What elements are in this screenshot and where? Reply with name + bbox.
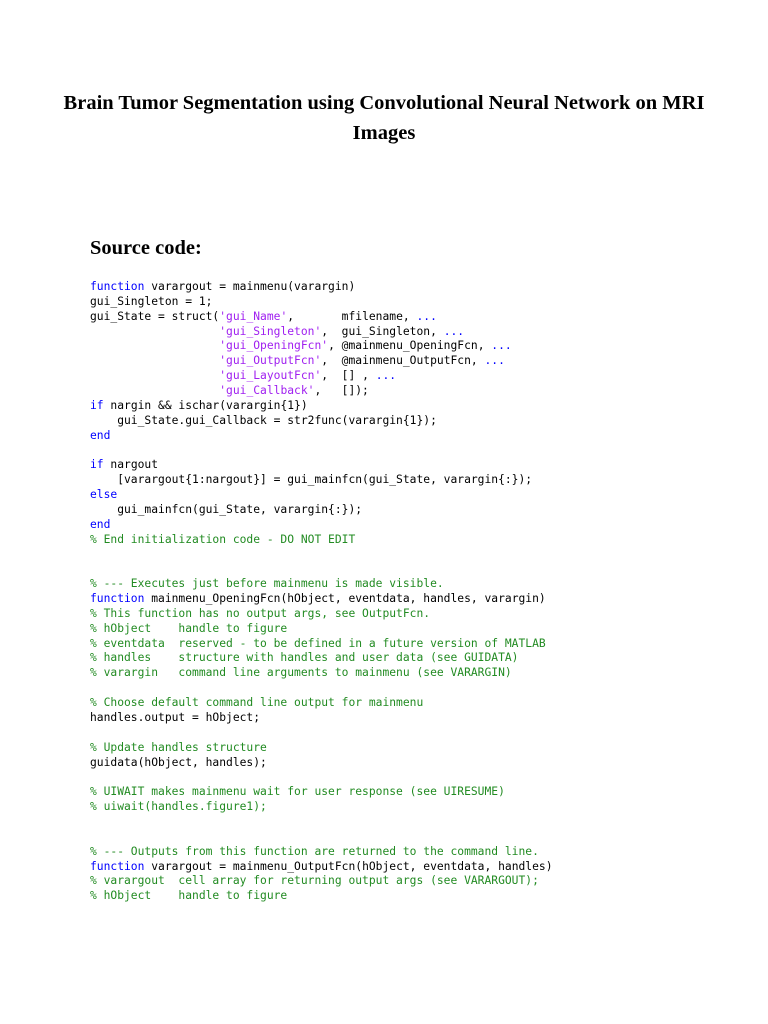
code-line xyxy=(90,384,750,399)
code-text-token: varargout = mainmenu_OutputFcn(hObject, eventdata, handles) xyxy=(144,859,553,873)
code-line xyxy=(90,622,750,637)
code-line xyxy=(90,443,750,458)
code-line xyxy=(90,770,750,785)
code-line xyxy=(90,696,750,711)
code-line xyxy=(90,637,750,652)
keyword-token: end xyxy=(90,517,111,531)
document-title: Brain Tumor Segmentation using Convolutional Neural Network on MRI Images xyxy=(63,92,705,144)
code-block xyxy=(90,280,750,904)
code-line xyxy=(90,280,750,295)
code-line xyxy=(90,473,750,488)
comment-token: % End initialization code - DO NOT EDIT xyxy=(90,532,356,546)
code-line xyxy=(90,369,750,384)
code-text-token xyxy=(90,339,219,352)
code-line xyxy=(90,741,750,756)
string-token: 'gui_Name' xyxy=(219,309,288,323)
code-line xyxy=(90,533,750,548)
keyword-token: ... xyxy=(416,309,437,323)
keyword-token: if xyxy=(90,458,104,472)
string-token: 'gui_Callback' xyxy=(219,384,315,398)
string-token: 'gui_OutputFcn' xyxy=(219,354,322,368)
code-line xyxy=(90,429,750,444)
code-line xyxy=(90,785,750,800)
code-line xyxy=(90,845,750,860)
code-text-token xyxy=(90,384,219,397)
code-line xyxy=(90,681,750,696)
keyword-token: ... xyxy=(484,354,505,368)
code-line xyxy=(90,577,750,592)
code-line xyxy=(90,562,750,577)
code-text-token: , @mainmenu_OpeningFcn, xyxy=(328,339,492,353)
keyword-token: function xyxy=(90,280,145,293)
comment-token: % eventdata reserved - to be defined in a future version of MATLAB xyxy=(90,636,546,650)
code-line xyxy=(90,889,750,904)
keyword-token: if xyxy=(90,398,104,412)
code-line xyxy=(90,325,750,340)
comment-token: % hObject handle to figure xyxy=(90,621,288,635)
keyword-token: ... xyxy=(491,339,512,353)
code-text-token: nargout xyxy=(103,458,159,472)
code-line xyxy=(90,458,750,473)
code-line xyxy=(90,414,750,429)
comment-token: % UIWAIT makes mainmenu wait for user response (see UIRESUME) xyxy=(90,785,505,799)
code-text-token: [varargout{1:nargout}] = gui_mainfcn(gui_State, varargin{:}); xyxy=(90,473,533,487)
code-text-token: , [] , xyxy=(321,369,376,383)
code-line xyxy=(90,607,750,622)
keyword-token: function xyxy=(90,592,145,606)
code-line xyxy=(90,503,750,518)
code-text-token: , []); xyxy=(314,384,369,398)
code-text-token: gui_Singleton = 1; xyxy=(90,294,213,308)
code-line xyxy=(90,860,750,875)
comment-token: % --- Outputs from this function are returned to the command line. xyxy=(90,844,539,858)
code-text-token: handles.output = hObject; xyxy=(90,710,261,724)
keyword-token: ... xyxy=(375,369,397,383)
comment-token: % hObject handle to figure xyxy=(90,889,288,903)
code-line xyxy=(90,666,750,681)
code-text-token: gui_State.gui_Callback = str2func(varargin{1}); xyxy=(90,413,437,427)
code-line xyxy=(90,800,750,815)
keyword-token: ... xyxy=(443,324,465,338)
code-line xyxy=(90,354,750,369)
section-heading: Source code: xyxy=(90,237,202,259)
code-line xyxy=(90,488,750,503)
code-text-token: , mfilename, xyxy=(287,309,417,323)
code-line xyxy=(90,295,750,310)
code-line xyxy=(90,310,750,325)
keyword-token: else xyxy=(90,488,118,502)
code-text-token xyxy=(90,325,219,338)
code-line xyxy=(90,726,750,741)
comment-token: % Choose default command line output for mainmenu xyxy=(90,696,424,710)
comment-token: % This function has no output args, see OutputFcn. xyxy=(90,606,431,620)
code-text-token xyxy=(90,369,219,382)
string-token: 'gui_LayoutFcn' xyxy=(219,369,322,383)
code-line xyxy=(90,518,750,533)
code-line xyxy=(90,399,750,414)
comment-token: % uiwait(handles.figure1); xyxy=(90,800,267,814)
code-line xyxy=(90,756,750,771)
keyword-token: function xyxy=(90,859,145,873)
code-text-token: varargout = mainmenu(varargin) xyxy=(144,280,356,293)
code-text-token: , @mainmenu_OutputFcn, xyxy=(321,354,485,368)
code-line xyxy=(90,874,750,889)
code-line xyxy=(90,592,750,607)
code-line xyxy=(90,651,750,666)
string-token: 'gui_OpeningFcn' xyxy=(219,339,329,353)
comment-token: % --- Executes just before mainmenu is made visible. xyxy=(90,577,444,591)
code-line xyxy=(90,711,750,726)
keyword-token: end xyxy=(90,428,111,442)
code-line xyxy=(90,815,750,830)
comment-token: % varargout cell array for returning output args (see VARARGOUT); xyxy=(90,874,539,888)
code-text-token: gui_mainfcn(gui_State, varargin{:}); xyxy=(90,502,363,516)
code-line xyxy=(90,339,750,354)
code-line xyxy=(90,547,750,562)
code-text-token: , gui_Singleton, xyxy=(321,324,444,338)
code-text-token: nargin && ischar(varargin{1}) xyxy=(103,398,308,412)
code-line xyxy=(90,830,750,845)
code-text-token: gui_State = struct( xyxy=(90,309,220,323)
comment-token: % handles structure with handles and user data (see GUIDATA) xyxy=(90,651,519,665)
comment-token: % varargin command line arguments to mainmenu (see VARARGIN) xyxy=(90,666,512,680)
comment-token: % Update handles structure xyxy=(90,740,267,754)
code-text-token xyxy=(90,354,219,367)
code-text-token: guidata(hObject, handles); xyxy=(90,755,267,769)
code-text-token: mainmenu_OpeningFcn(hObject, eventdata, handles, varargin) xyxy=(144,592,546,606)
string-token: 'gui_Singleton' xyxy=(219,324,322,338)
